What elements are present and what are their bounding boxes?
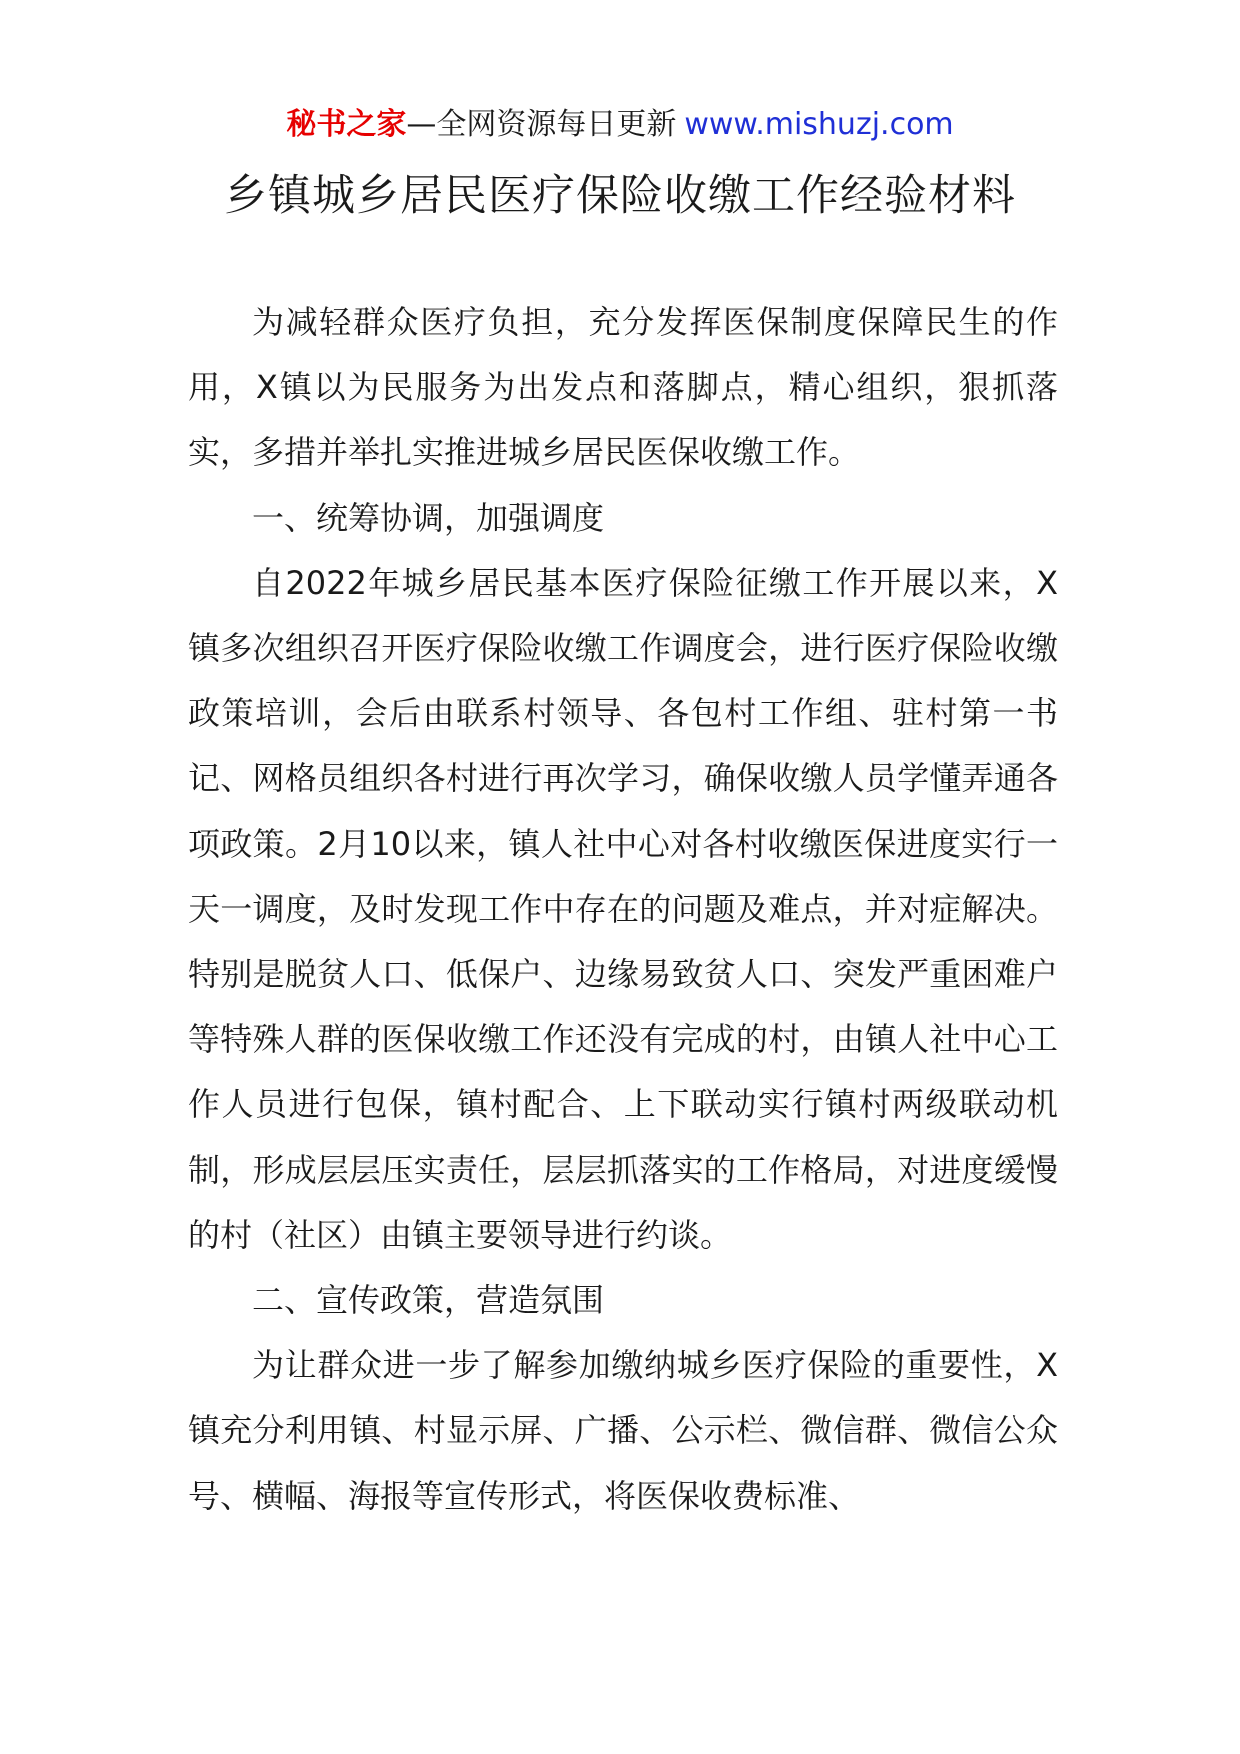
section-heading-1: 一、统筹协调，加强调度 <box>252 498 605 537</box>
site-brand: 秘书之家 <box>286 107 407 142</box>
site-url-link[interactable]: www.mishuzj.com <box>684 107 954 142</box>
site-header <box>0 104 1240 146</box>
paragraph-section-2: 为让群众进一步了解参加缴纳城乡医疗保险的重要性，X镇充分利用镇、村显示屏、广播、公示栏、微信群、微信公众号、横幅、海报等宣传形式，将医保收费标准、 <box>188 1346 1058 1515</box>
paragraph-intro: 为减轻群众医疗负担，充分发挥医保制度保障民生的作用，X镇以为民服务为出发点和落脚点，精心组织，狠抓落实，多措并举扎实推进城乡居民医保收缴工作。 <box>188 303 1058 472</box>
site-slogan: —全网资源每日更新 <box>406 107 677 142</box>
section-heading-2: 二、宣传政策，营造氛围 <box>252 1281 605 1320</box>
document-body <box>188 290 1058 1529</box>
paragraph-section-1: 自2022年城乡居民基本医疗保险征缴工作开展以来，X镇多次组织召开医疗保险收缴工作调度会，进行医疗保险收缴政策培训，会后由联系村领导、各包村工作组、驻村第一书记、网格员组织各村进行再次学习，确保收缴人员学懂弄通各项政策。2月10以来，镇人社中心对各村收缴医保进度实行一天一调度，及时发现工作中存在的问题及难点，并对症解决。特别是脱贫人口、低保户、边缘易致贫人口、突发严重困难户等特殊人群的医保收缴工作还没有完成的村，由镇人社中心工作人员进行包保，镇村配合、上下联动实行镇村两级联动机制，形成层层压实责任，层层抓落实的工作格局，对进度缓慢的村（社区）由镇主要领导进行约谈。 <box>188 563 1058 1254</box>
document-title: 乡镇城乡居民医疗保险收缴工作经验材料 <box>224 171 1016 221</box>
